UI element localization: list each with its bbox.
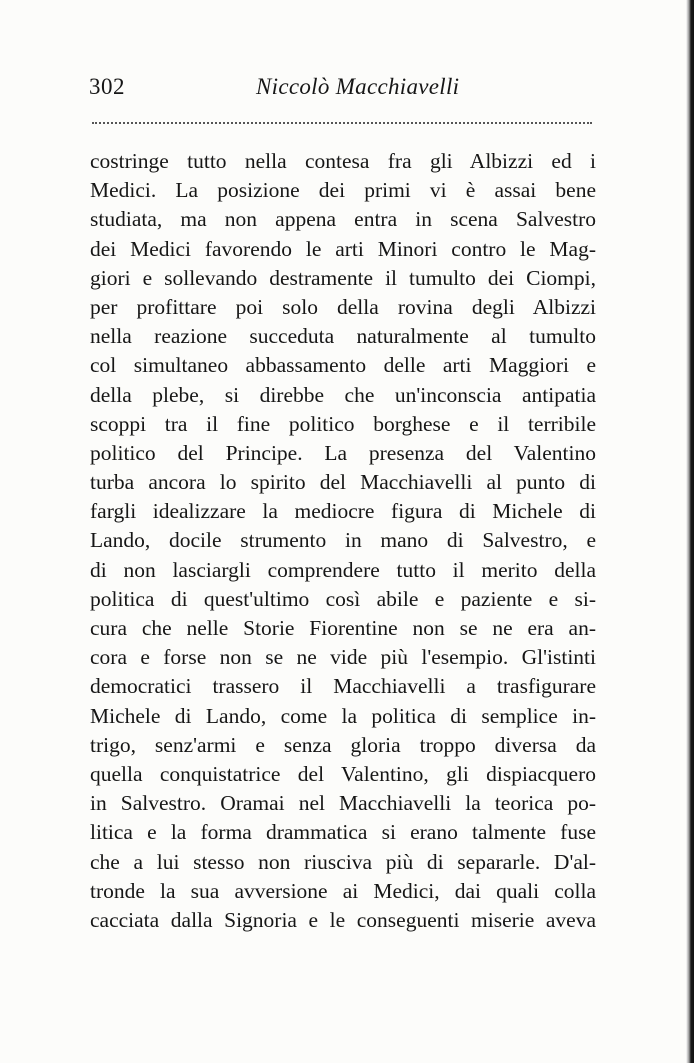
text-line: Michele di Lando, come la politica di semplice in- bbox=[90, 703, 596, 728]
text-line: per profittare poi solo della rovina degli Albizzi bbox=[90, 294, 596, 319]
text-line: costringe tutto nella contesa fra gli Albizzi ed i bbox=[90, 149, 596, 173]
text-line: in Salvestro. Oramai nel Macchiavelli la teorica po- bbox=[90, 791, 596, 816]
text-line: trigo, senz'armi e senza gloria troppo diversa da bbox=[90, 732, 596, 757]
header-rule bbox=[92, 122, 592, 124]
text-line: turba ancora lo spirito del Macchiavelli al punto di bbox=[90, 470, 596, 495]
text-line: fargli idealizzare la mediocre figura di Michele di bbox=[90, 499, 596, 524]
running-title: Niccolò Macchiavelli bbox=[256, 74, 460, 99]
text-line: politico del Principe. La presenza del Valentino bbox=[90, 440, 596, 465]
text-line: nella reazione succeduta naturalmente al tumulto bbox=[90, 324, 596, 349]
text-line: quella conquistatrice del Valentino, gli dispiacquero bbox=[90, 761, 596, 786]
text-line: cora e forse non se ne vide più l'esempio. Gl'istinti bbox=[90, 645, 596, 670]
text-line: Medici. La posizione dei primi vi è assai bene bbox=[90, 178, 596, 203]
text-line: col simultaneo abbassamento delle arti Maggiori e bbox=[90, 353, 596, 378]
text-line: dei Medici favorendo le arti Minori contro le Mag- bbox=[90, 236, 596, 261]
running-header bbox=[0, 72, 694, 108]
text-line: della plebe, si direbbe che un'inconscia antipatia bbox=[90, 382, 596, 407]
text-line: studiata, ma non appena entra in scena Salvestro bbox=[90, 207, 596, 232]
text-line: giori e sollevando destramente il tumulto dei Ciompi, bbox=[90, 265, 596, 290]
text-line: tronde la sua avversione ai Medici, dai quali colla bbox=[90, 878, 596, 903]
body-text bbox=[90, 147, 596, 935]
text-line: politica di quest'ultimo così abile e paziente e si- bbox=[90, 586, 596, 611]
page-edge-shadow bbox=[686, 0, 694, 1063]
text-line: cacciata dalla Signoria e le conseguenti miserie aveva bbox=[90, 907, 596, 932]
text-line: litica e la forma drammatica si erano talmente fuse bbox=[90, 820, 596, 845]
page-number: 302 bbox=[89, 74, 125, 99]
text-line: Lando, docile strumento in mano di Salvestro, e bbox=[90, 528, 596, 553]
text-line: che a lui stesso non riusciva più di separarle. D'al- bbox=[90, 849, 596, 874]
text-line: cura che nelle Storie Fiorentine non se ne era an- bbox=[90, 616, 596, 640]
text-line: scoppi tra il fine politico borghese e il terribile bbox=[90, 411, 596, 436]
text-line: di non lasciargli comprendere tutto il merito della bbox=[90, 557, 596, 582]
text-line: democratici trassero il Macchiavelli a trasfigurare bbox=[90, 674, 596, 699]
